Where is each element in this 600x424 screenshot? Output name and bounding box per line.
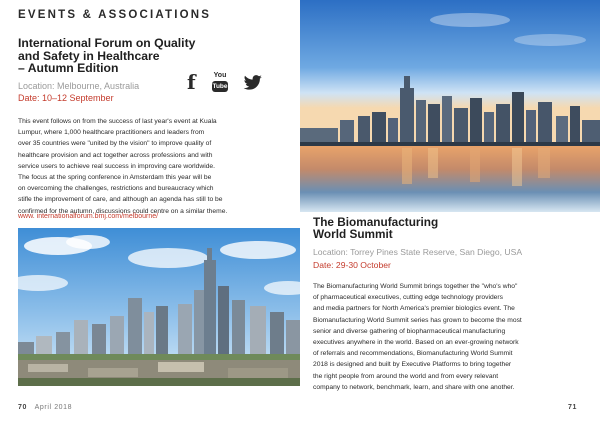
body-line: Lumpur, where 1,000 healthcare practitioners and leaders from <box>18 129 205 137</box>
left-article-location: Location: Melbourne, Australia <box>18 81 140 91</box>
right-article-body <box>313 281 591 393</box>
right-title-line: World Summit <box>313 227 393 242</box>
right-article-title <box>313 216 593 240</box>
right-page-number: 71 <box>568 404 577 411</box>
body-line: service users to achieve real success in improving care worldwide. <box>18 162 215 170</box>
body-line: confirmed for the autumn, discussions could centre on a similar theme. <box>18 207 228 215</box>
left-title-line: International Forum on Quality <box>18 36 196 50</box>
left-article-title <box>18 37 258 75</box>
right-title-line: The Biomanufacturing <box>313 215 439 229</box>
left-article-date: Date: 10–12 September <box>18 93 114 103</box>
youtube-tube-box <box>212 81 228 92</box>
san-diego-skyline-photo <box>300 0 600 212</box>
left-article-body <box>18 116 293 217</box>
right-article-location: Location: Torrey Pines State Reserve, San Diego, USA <box>313 247 523 257</box>
body-line: company to network, benchmark, learn, and share with one another. <box>313 383 515 391</box>
twitter-bird-icon[interactable] <box>243 75 263 91</box>
body-line: over 35 countries were "united by the vision" to improve quality of <box>18 140 212 148</box>
body-line: Biomanufacturing World Summit series has grown to become the most <box>313 316 522 324</box>
body-line: The Biomanufacturing World Summit brings together the "who's who" <box>313 283 518 290</box>
youtube-you-text: You <box>213 72 227 79</box>
issue-date: April 2018 <box>34 404 73 411</box>
body-line: stifle the improvement of care, and although an agenda has still to be <box>18 196 223 204</box>
left-title-line: – Autumn Edition <box>18 61 119 76</box>
youtube-icon[interactable] <box>212 72 228 92</box>
body-line: This event follows on from the success of last year's event at Kuala <box>18 118 217 125</box>
body-line: the right people from around the world and from every relevant <box>313 372 499 380</box>
body-line: healthcare provision and act together across professions and with <box>18 151 213 159</box>
body-line: and media partners for North America's premier biologics event. The <box>313 305 515 313</box>
left-folio <box>18 404 72 411</box>
body-line: 2018 is designed and built by Executive Platforms to bring together <box>313 361 512 369</box>
body-line: executives anywhere in the world. Based on an ever-growing network <box>313 339 519 347</box>
body-line: of pharmaceutical executives, cutting edge technology providers <box>313 294 503 302</box>
facebook-icon[interactable]: f <box>187 70 196 94</box>
youtube-tube-text: Tube <box>212 83 228 90</box>
body-line: on overcoming the challenges, restrictions and bureaucracy which <box>18 185 214 193</box>
left-title-line: and Safety in Healthcare <box>18 48 160 63</box>
right-article-date: Date: 29-30 October <box>313 260 391 270</box>
body-line: senior and diverse gathering of biopharmaceutical manufacturing <box>313 327 506 335</box>
section-heading: EVENTS & ASSOCIATIONS <box>18 9 212 21</box>
right-page <box>300 0 600 424</box>
body-line: The focus at the spring conference in Amsterdam this year will be <box>18 174 212 182</box>
event-website-link[interactable]: www. internationalforum.bmj.com/melbourne/ <box>18 213 159 220</box>
melbourne-skyline-photo <box>18 228 300 386</box>
body-line: of referrals and recommendations, Biomanufacturing World Summit <box>313 350 513 358</box>
left-page-number: 70 <box>18 404 27 411</box>
